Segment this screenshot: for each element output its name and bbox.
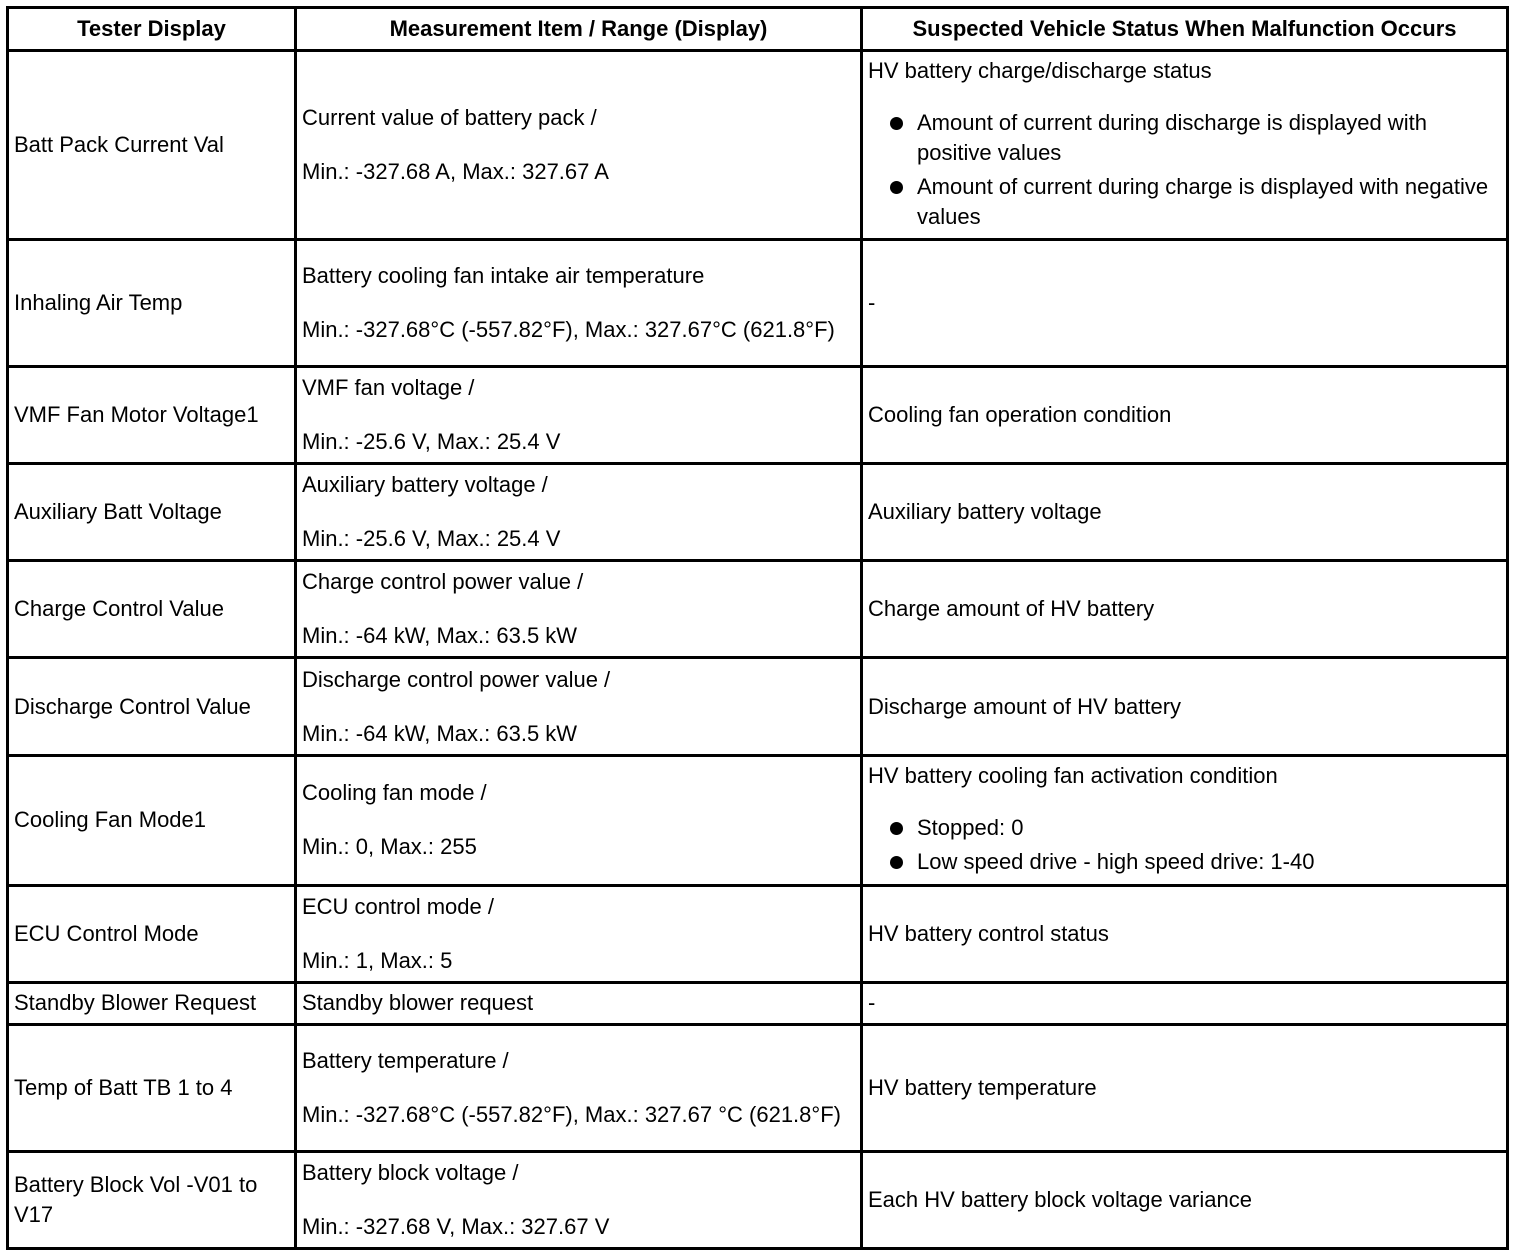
measurement-range: Min.: -25.6 V, Max.: 25.4 V (302, 526, 561, 552)
tester-display-cell: Inhaling Air Temp (8, 240, 296, 367)
header-suspected-status: Suspected Vehicle Status When Malfunction Occurs (862, 8, 1508, 51)
measurement-cell (296, 51, 862, 240)
measurement-cell (296, 658, 862, 755)
status-cell: HV battery control status (862, 885, 1508, 982)
table-row (8, 885, 1508, 982)
measurement-range: Min.: -327.68 A, Max.: 327.67 A (302, 159, 609, 185)
table-row (8, 240, 1508, 367)
measurement-item: ECU control mode / (302, 893, 494, 919)
measurement-cell (296, 755, 862, 885)
bullet-item (868, 813, 1501, 843)
header-tester-display: Tester Display (8, 8, 296, 51)
measurement-item: Battery cooling fan intake air temperature (302, 263, 705, 289)
status-cell: - (862, 240, 1508, 367)
tester-display-cell: Batt Pack Current Val (8, 51, 296, 240)
measurement-item: Battery temperature / (302, 1047, 509, 1073)
bullet-icon (890, 822, 903, 835)
measurement-cell (296, 885, 862, 982)
table-row (8, 658, 1508, 755)
tester-display-cell: ECU Control Mode (8, 885, 296, 982)
status-cell: Auxiliary battery voltage (862, 464, 1508, 561)
table-row (8, 51, 1508, 240)
measurement-item: Charge control power value / (302, 569, 584, 595)
measurement-range: Min.: -64 kW, Max.: 63.5 kW (302, 720, 578, 746)
tester-display-cell: Auxiliary Batt Voltage (8, 464, 296, 561)
table-row (8, 755, 1508, 885)
status-cell: Each HV battery block voltage variance (862, 1151, 1508, 1248)
status-text: HV battery cooling fan activation condition (868, 762, 1278, 788)
measurement-range: Min.: -64 kW, Max.: 63.5 kW (302, 623, 578, 649)
measurement-range: Min.: -327.68°C (-557.82°F), Max.: 327.67°C (621.8°F) (302, 317, 835, 343)
bullet-icon (890, 856, 903, 869)
status-bullet-list (868, 108, 1501, 232)
measurement-cell (296, 561, 862, 658)
header-row (8, 8, 1508, 51)
measurement-cell (296, 240, 862, 367)
measurement-range: Min.: -327.68 V, Max.: 327.67 V (302, 1213, 610, 1239)
header-measurement-item: Measurement Item / Range (Display) (296, 8, 862, 51)
status-cell (862, 51, 1508, 240)
measurement-range: Min.: -327.68°C (-557.82°F), Max.: 327.67 °C (621.8°F) (302, 1101, 841, 1127)
table-row (8, 464, 1508, 561)
status-cell: Cooling fan operation condition (862, 367, 1508, 464)
measurement-item: Standby blower request (302, 990, 534, 1016)
table-row (8, 1151, 1508, 1248)
measurement-item: Discharge control power value / (302, 666, 611, 692)
measurement-cell (296, 1024, 862, 1151)
tester-display-cell: Cooling Fan Mode1 (8, 755, 296, 885)
tester-display-cell: Charge Control Value (8, 561, 296, 658)
measurement-item: Battery block voltage / (302, 1159, 519, 1185)
table-row (8, 982, 1508, 1024)
tester-display-cell: Battery Block Vol -V01 to V17 (8, 1151, 296, 1248)
measurement-item: VMF fan voltage / (302, 375, 475, 401)
measurement-item: Auxiliary battery voltage / (302, 472, 548, 498)
status-cell: Charge amount of HV battery (862, 561, 1508, 658)
measurement-item: Cooling fan mode / (302, 780, 487, 806)
table-row (8, 561, 1508, 658)
bullet-text: Amount of current during discharge is displayed with positive values (917, 110, 1427, 165)
tester-display-cell: Discharge Control Value (8, 658, 296, 755)
status-text: HV battery charge/discharge status (868, 58, 1212, 83)
measurement-cell (296, 367, 862, 464)
tester-display-cell: Standby Blower Request (8, 982, 296, 1024)
bullet-item (868, 172, 1501, 232)
status-bullet-list (868, 813, 1501, 877)
bullet-item (868, 847, 1501, 877)
measurement-range: Min.: 1, Max.: 5 (302, 947, 453, 973)
bullet-text: Amount of current during charge is displayed with negative values (917, 174, 1489, 229)
tester-display-cell: Temp of Batt TB 1 to 4 (8, 1024, 296, 1151)
bullet-text: Low speed drive - high speed drive: 1-40 (917, 848, 1315, 874)
measurement-cell (296, 1151, 862, 1248)
bullet-icon (890, 117, 903, 130)
status-cell (862, 755, 1508, 885)
table-row (8, 1024, 1508, 1151)
status-cell: Discharge amount of HV battery (862, 658, 1508, 755)
data-table (6, 6, 1509, 1250)
bullet-icon (890, 181, 903, 194)
tester-display-cell: VMF Fan Motor Voltage1 (8, 367, 296, 464)
measurement-item: Current value of battery pack / (302, 105, 597, 131)
bullet-text: Stopped: 0 (917, 814, 1024, 840)
bullet-item (868, 108, 1501, 168)
measurement-cell (296, 464, 862, 561)
measurement-cell (296, 982, 862, 1024)
measurement-range: Min.: -25.6 V, Max.: 25.4 V (302, 429, 561, 455)
measurement-range: Min.: 0, Max.: 255 (302, 834, 477, 860)
table-row (8, 367, 1508, 464)
status-cell: HV battery temperature (862, 1024, 1508, 1151)
status-cell: - (862, 982, 1508, 1024)
